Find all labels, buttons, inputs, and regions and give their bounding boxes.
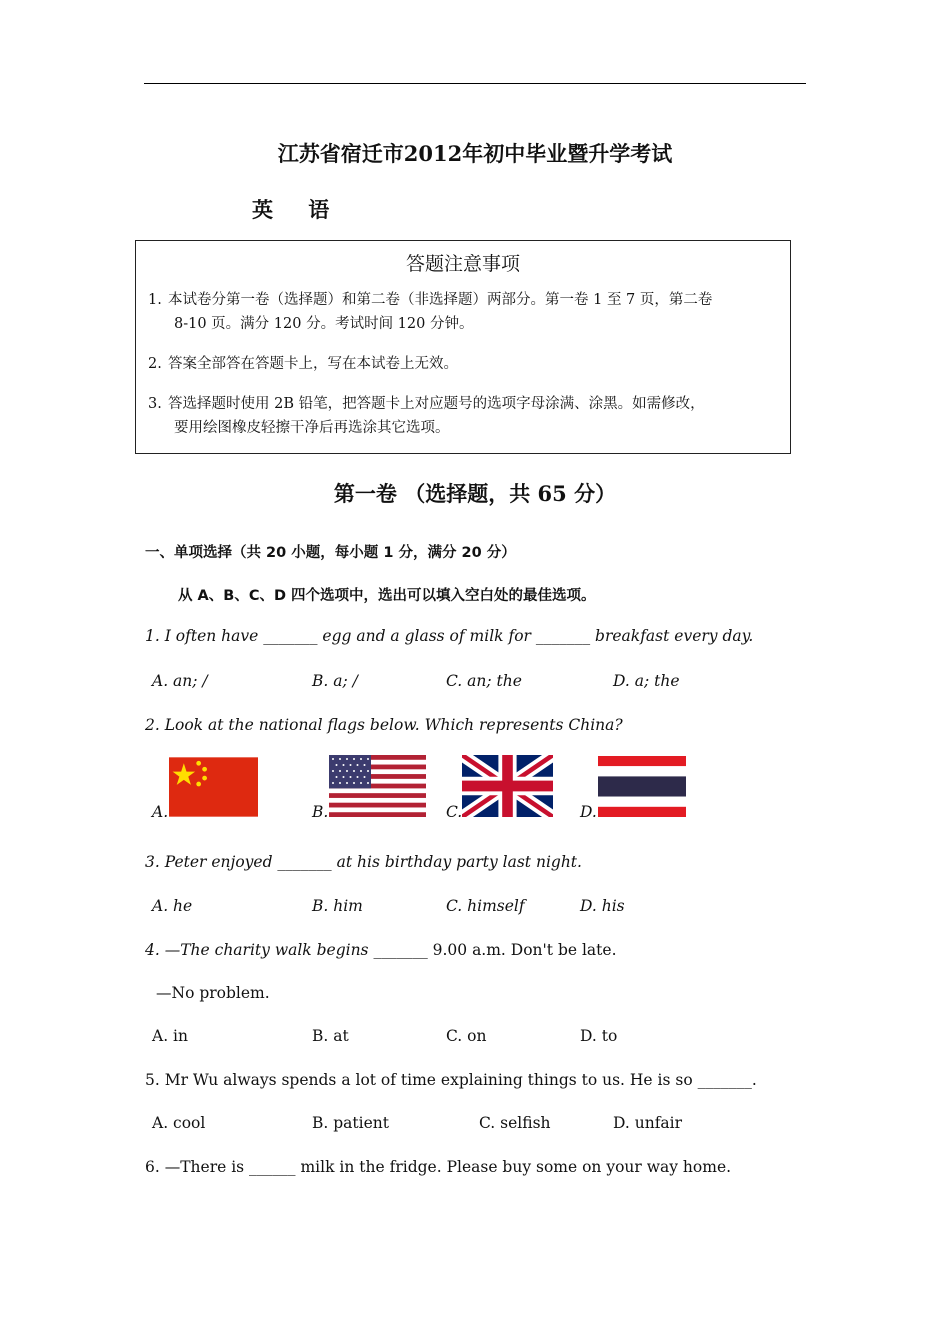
q3-option-a: A. he: [152, 897, 193, 915]
q5-option-b: B. patient: [312, 1114, 389, 1132]
notice-item-3: [148, 392, 784, 440]
notice-item-text: 答案全部答在答题卡上，写在本试卷上无效。: [168, 356, 458, 372]
q1-option-b: B. a; /: [312, 672, 358, 690]
question-4-text: [145, 941, 617, 959]
question-4-italic-part: 4. —The charity walk begins: [145, 941, 374, 959]
notice-item-text-cont: 8-10 页。满分 120 分。考试时间 120 分钟。: [174, 316, 474, 332]
section-instruction: 从 A、B、C、D 四个选项中，选出可以填入空白处的最佳选项。: [178, 588, 596, 604]
notice-title: 答题注意事项: [405, 253, 520, 275]
notice-item-text: 答选择题时使用 2B 铅笔，把答题卡上对应题号的选项字母涂满、涂黑。如需修改，: [168, 396, 705, 412]
notice-item-1: [148, 288, 784, 336]
q3-option-c: C. himself: [446, 897, 525, 915]
question-6-text: 6. —There is ______ milk in the fridge. Please buy some on your way home.: [145, 1158, 732, 1176]
subject-title: 英 语: [252, 197, 330, 222]
uk-flag-icon: [462, 755, 553, 817]
q2-option-c: C.: [446, 803, 463, 821]
part-title: 第一卷 （选择题，共 65 分）: [333, 481, 617, 506]
thailand-flag-icon: [598, 756, 686, 817]
q2-option-d: D.: [580, 803, 597, 821]
top-rule: [144, 83, 806, 84]
q1-option-a: A. an; /: [152, 672, 208, 690]
notice-item-number: 3.: [148, 396, 162, 412]
question-1-text: 1. I often have _______ egg and a glass of milk for _______ breakfast every day.: [145, 627, 754, 645]
q5-option-d: D. unfair: [613, 1114, 683, 1132]
section-heading: 一、单项选择（共 20 小题，每小题 1 分，满分 20 分）: [145, 545, 516, 561]
q4-option-c: C. on: [446, 1027, 487, 1045]
question-5-text: 5. Mr Wu always spends a lot of time explaining things to us. He is so _______.: [145, 1071, 757, 1089]
q4-option-a: A. in: [152, 1027, 188, 1045]
question-3-text: 3. Peter enjoyed _______ at his birthday party last night.: [145, 853, 582, 871]
question-4-reply: —No problem.: [156, 984, 270, 1002]
exam-title: 江苏省宿迁市2012年初中毕业暨升学考试: [277, 141, 673, 166]
notice-item-text: 本试卷分第一卷（选择题）和第二卷（非选择题）两部分。第一卷 1 至 7 页，第二卷: [168, 292, 713, 308]
q1-option-c: C. an; the: [446, 672, 522, 690]
q4-option-b: B. at: [312, 1027, 349, 1045]
q3-option-b: B. him: [312, 897, 363, 915]
q5-option-c: C. selfish: [479, 1114, 551, 1132]
question-2-text: 2. Look at the national flags below. Which represents China?: [145, 716, 623, 734]
q3-option-d: D. his: [580, 897, 625, 915]
q4-option-d: D. to: [580, 1027, 618, 1045]
notice-item-number: 2.: [148, 356, 162, 372]
usa-flag-icon: [329, 755, 426, 817]
q5-option-a: A. cool: [152, 1114, 206, 1132]
question-4-rest: _______ 9.00 a.m. Don't be late.: [373, 941, 617, 959]
q2-option-b: B.: [312, 803, 329, 821]
china-flag-icon: [169, 757, 258, 817]
q1-option-d: D. a; the: [613, 672, 680, 690]
notice-item-number: 1.: [148, 292, 162, 308]
q2-option-a: A.: [152, 803, 169, 821]
notice-box: [135, 240, 791, 454]
notice-item-text-cont: 要用绘图橡皮轻擦干净后再选涂其它选项。: [174, 420, 450, 436]
notice-item-2: [148, 352, 784, 376]
